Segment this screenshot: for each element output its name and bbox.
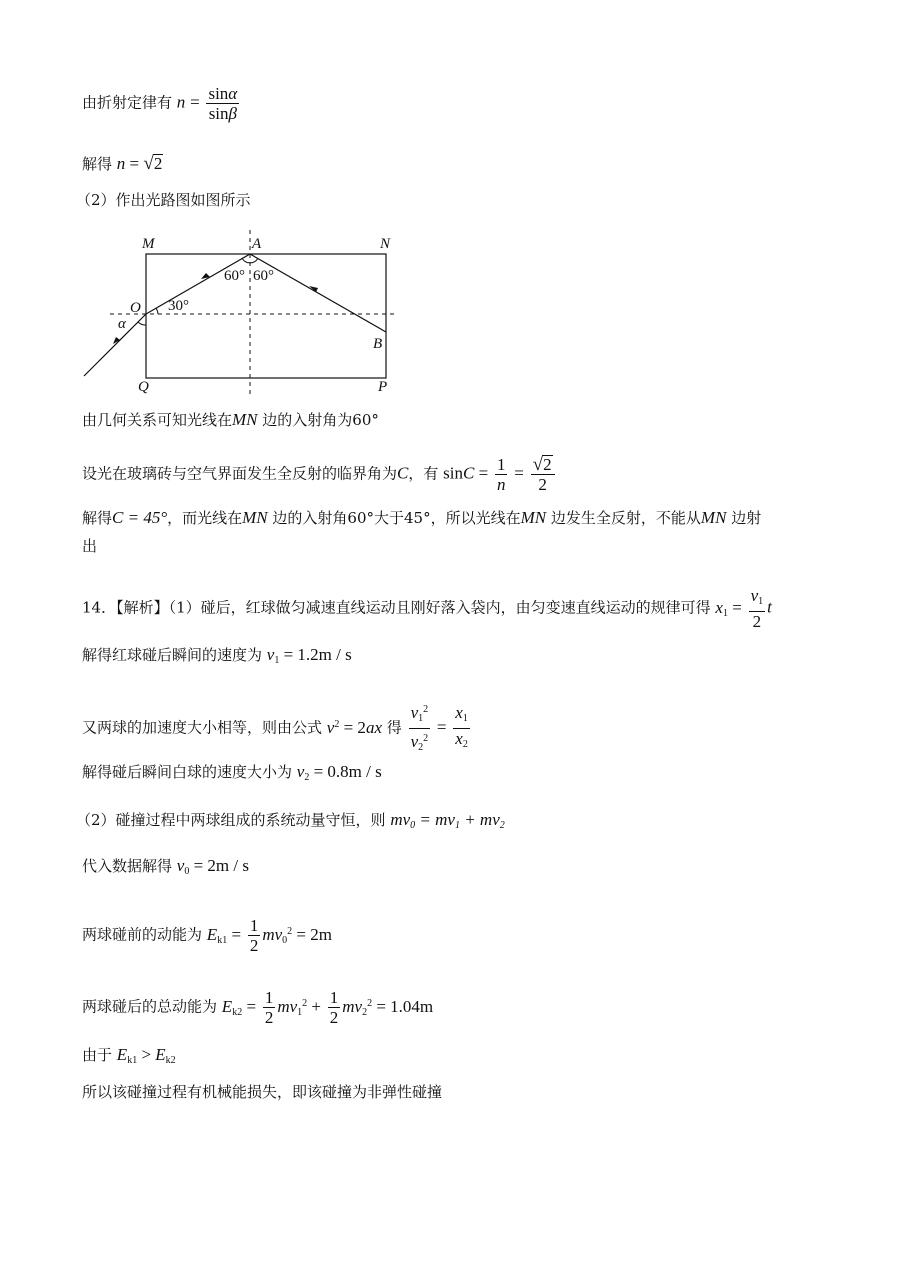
formula: n = √2 bbox=[116, 153, 163, 174]
formula: $E_{k2}$ = bbox=[221, 996, 257, 1018]
fraction: $\frac{1}{2}$ bbox=[264, 988, 274, 1027]
text: 边射 bbox=[731, 509, 762, 527]
conclusion-line bbox=[82, 508, 761, 528]
formula: $mv_2^2 = 1.04m$ bbox=[342, 996, 434, 1018]
formula: $E_{k1} > E_{k2}$ bbox=[116, 1045, 176, 1066]
text: 出 bbox=[82, 537, 98, 555]
q14-intro-line: 14．【解析】（1）碰后，红球做匀减速直线运动且刚好落入袋内，由匀变速直线运动的规律可得 $x_1$ = $\frac{v_1}{2}$ t bbox=[82, 586, 772, 631]
text: 由折射定律有 bbox=[82, 93, 173, 112]
fraction: $\frac{1}{2}$ bbox=[249, 916, 259, 955]
value: = 0.8m / s bbox=[309, 762, 382, 781]
text: 又两球的加速度大小相等，则由公式 bbox=[82, 718, 323, 737]
label-N: N bbox=[380, 236, 391, 252]
text: 设光在玻璃砖与空气界面发生全反射的临界角为 bbox=[82, 464, 398, 483]
angle-arc-alpha bbox=[138, 322, 146, 325]
value: = 1.2m / s bbox=[279, 645, 352, 664]
formula: $v^2 = 2ax$ bbox=[326, 717, 382, 737]
formula: $v_0 = 2m / s$ bbox=[176, 856, 249, 877]
final-conclusion bbox=[82, 1082, 442, 1102]
formula: n bbox=[176, 92, 186, 112]
label-M: M bbox=[142, 236, 155, 252]
formula: MN bbox=[520, 508, 547, 527]
fraction: $\frac{x_1}{x_2}$ bbox=[455, 703, 468, 750]
refraction-law-line: 由折射定律有 n = $\frac{\sin\alpha}{\sin\beta}$ bbox=[82, 84, 238, 123]
text: 由几何关系可知光线在 bbox=[82, 411, 233, 429]
text: 代入数据解得 bbox=[82, 857, 173, 875]
acceleration-line: 又两球的加速度大小相等，则由公式 $v^2 = 2ax$ 得 $\frac{v_1^2}{v_2^2}$ = $\frac{x_1}{x_2}$ bbox=[82, 700, 472, 757]
ek2-line: 两球碰后的总动能为 $E_{k2}$ = $\frac{1}{2}$ $mv_1^2$ + $\frac{1}{2}$ $mv_2^2 = 1.04m$ bbox=[82, 988, 434, 1027]
fraction: $\frac{v_1}{2}$ bbox=[750, 586, 764, 631]
comparison-line bbox=[82, 1045, 176, 1071]
fraction: $\frac{1}{2}$ bbox=[329, 988, 339, 1027]
formula: $mv_0 = mv_1 + mv_2$ bbox=[390, 810, 505, 831]
formula: sinC = bbox=[443, 463, 489, 483]
critical-angle-line: 设光在玻璃砖与空气界面发生全反射的临界角为C，有 sinC = $\frac{1}{n}$ = $\frac{√2}{2}$ bbox=[82, 455, 557, 494]
ek1-line bbox=[82, 916, 332, 955]
formula: $mv_0^2 = 2m$ bbox=[262, 924, 332, 946]
text: 解得红球碰后瞬间的速度为 bbox=[82, 646, 263, 664]
formula: $v_1 = 1.2m / s$ bbox=[266, 645, 352, 666]
text: 解得碰后瞬间白球的速度大小为 bbox=[82, 763, 293, 781]
fraction: $\frac{v_1^2}{v_2^2}$ bbox=[409, 700, 431, 757]
formula: MN bbox=[700, 508, 727, 527]
text: 解得 bbox=[82, 155, 113, 173]
label-A: A bbox=[252, 236, 262, 252]
text: 得 bbox=[386, 718, 402, 737]
label-angle-left: 60° bbox=[224, 268, 245, 284]
incident-ray bbox=[84, 314, 146, 376]
refracted-ray bbox=[146, 254, 250, 314]
formula: MN bbox=[232, 410, 258, 429]
value: = 1.04m bbox=[372, 996, 434, 1016]
formula: MN bbox=[242, 508, 268, 527]
text: 所以该碰撞过程有机械能损失，即该碰撞为非弹性碰撞 bbox=[82, 1083, 443, 1101]
v2-line bbox=[82, 762, 382, 788]
text: 边的入射角60°大于45°，所以光线在 bbox=[272, 509, 521, 527]
fraction: $\frac{1}{n}$ bbox=[496, 455, 506, 494]
v0-line bbox=[82, 856, 249, 882]
label-B: B bbox=[373, 336, 383, 352]
text: 解得 bbox=[82, 509, 113, 527]
text: （2）作出光路图如图所示 bbox=[76, 191, 251, 209]
text: 两球碰前的动能为 bbox=[82, 925, 203, 944]
label-alpha: α bbox=[118, 316, 126, 332]
label-angle-right: 60° bbox=[253, 268, 274, 284]
formula: $x_1$ = bbox=[715, 597, 742, 619]
formula: C = 45° bbox=[112, 508, 168, 527]
geometry-line bbox=[82, 410, 379, 430]
v1-line bbox=[82, 645, 352, 671]
label-Q: Q bbox=[138, 379, 149, 395]
text: ，有 bbox=[408, 464, 439, 483]
formula: C bbox=[397, 463, 409, 483]
label-angle-30: 30° bbox=[168, 298, 189, 314]
label-P: P bbox=[378, 379, 388, 395]
light-path-diagram bbox=[80, 228, 410, 398]
reflected-ray bbox=[250, 254, 386, 332]
text: 边发生全反射，不能从 bbox=[550, 509, 701, 527]
result-n-line bbox=[82, 154, 163, 174]
formula: $v_2 = 0.8m / s$ bbox=[296, 762, 382, 783]
fraction: $\frac{\sin\alpha}{\sin\beta}$ bbox=[208, 84, 238, 123]
momentum-line bbox=[76, 810, 505, 836]
text: 14．【解析】（1）碰后，红球做匀减速直线运动且刚好落入袋内，由匀变速直线运动的规律可得 bbox=[82, 598, 711, 617]
angle-arc-30 bbox=[156, 308, 158, 314]
text: ，而光线在 bbox=[167, 509, 243, 527]
text: 两球碰后的总动能为 bbox=[82, 997, 218, 1016]
text: （2）碰撞过程中两球组成的系统动量守恒，则 bbox=[76, 811, 386, 829]
text: 边的入射角为60° bbox=[262, 411, 379, 429]
text: 由于 bbox=[82, 1046, 113, 1064]
fraction: $\frac{√2}{2}$ bbox=[531, 455, 555, 494]
value: = 2m bbox=[292, 924, 332, 944]
light-path-intro bbox=[76, 190, 251, 210]
value: = 2m / s bbox=[189, 856, 249, 875]
conclusion-line-cont bbox=[82, 536, 97, 556]
formula: $E_{k1}$ = bbox=[206, 924, 242, 946]
label-O: O bbox=[130, 300, 141, 316]
